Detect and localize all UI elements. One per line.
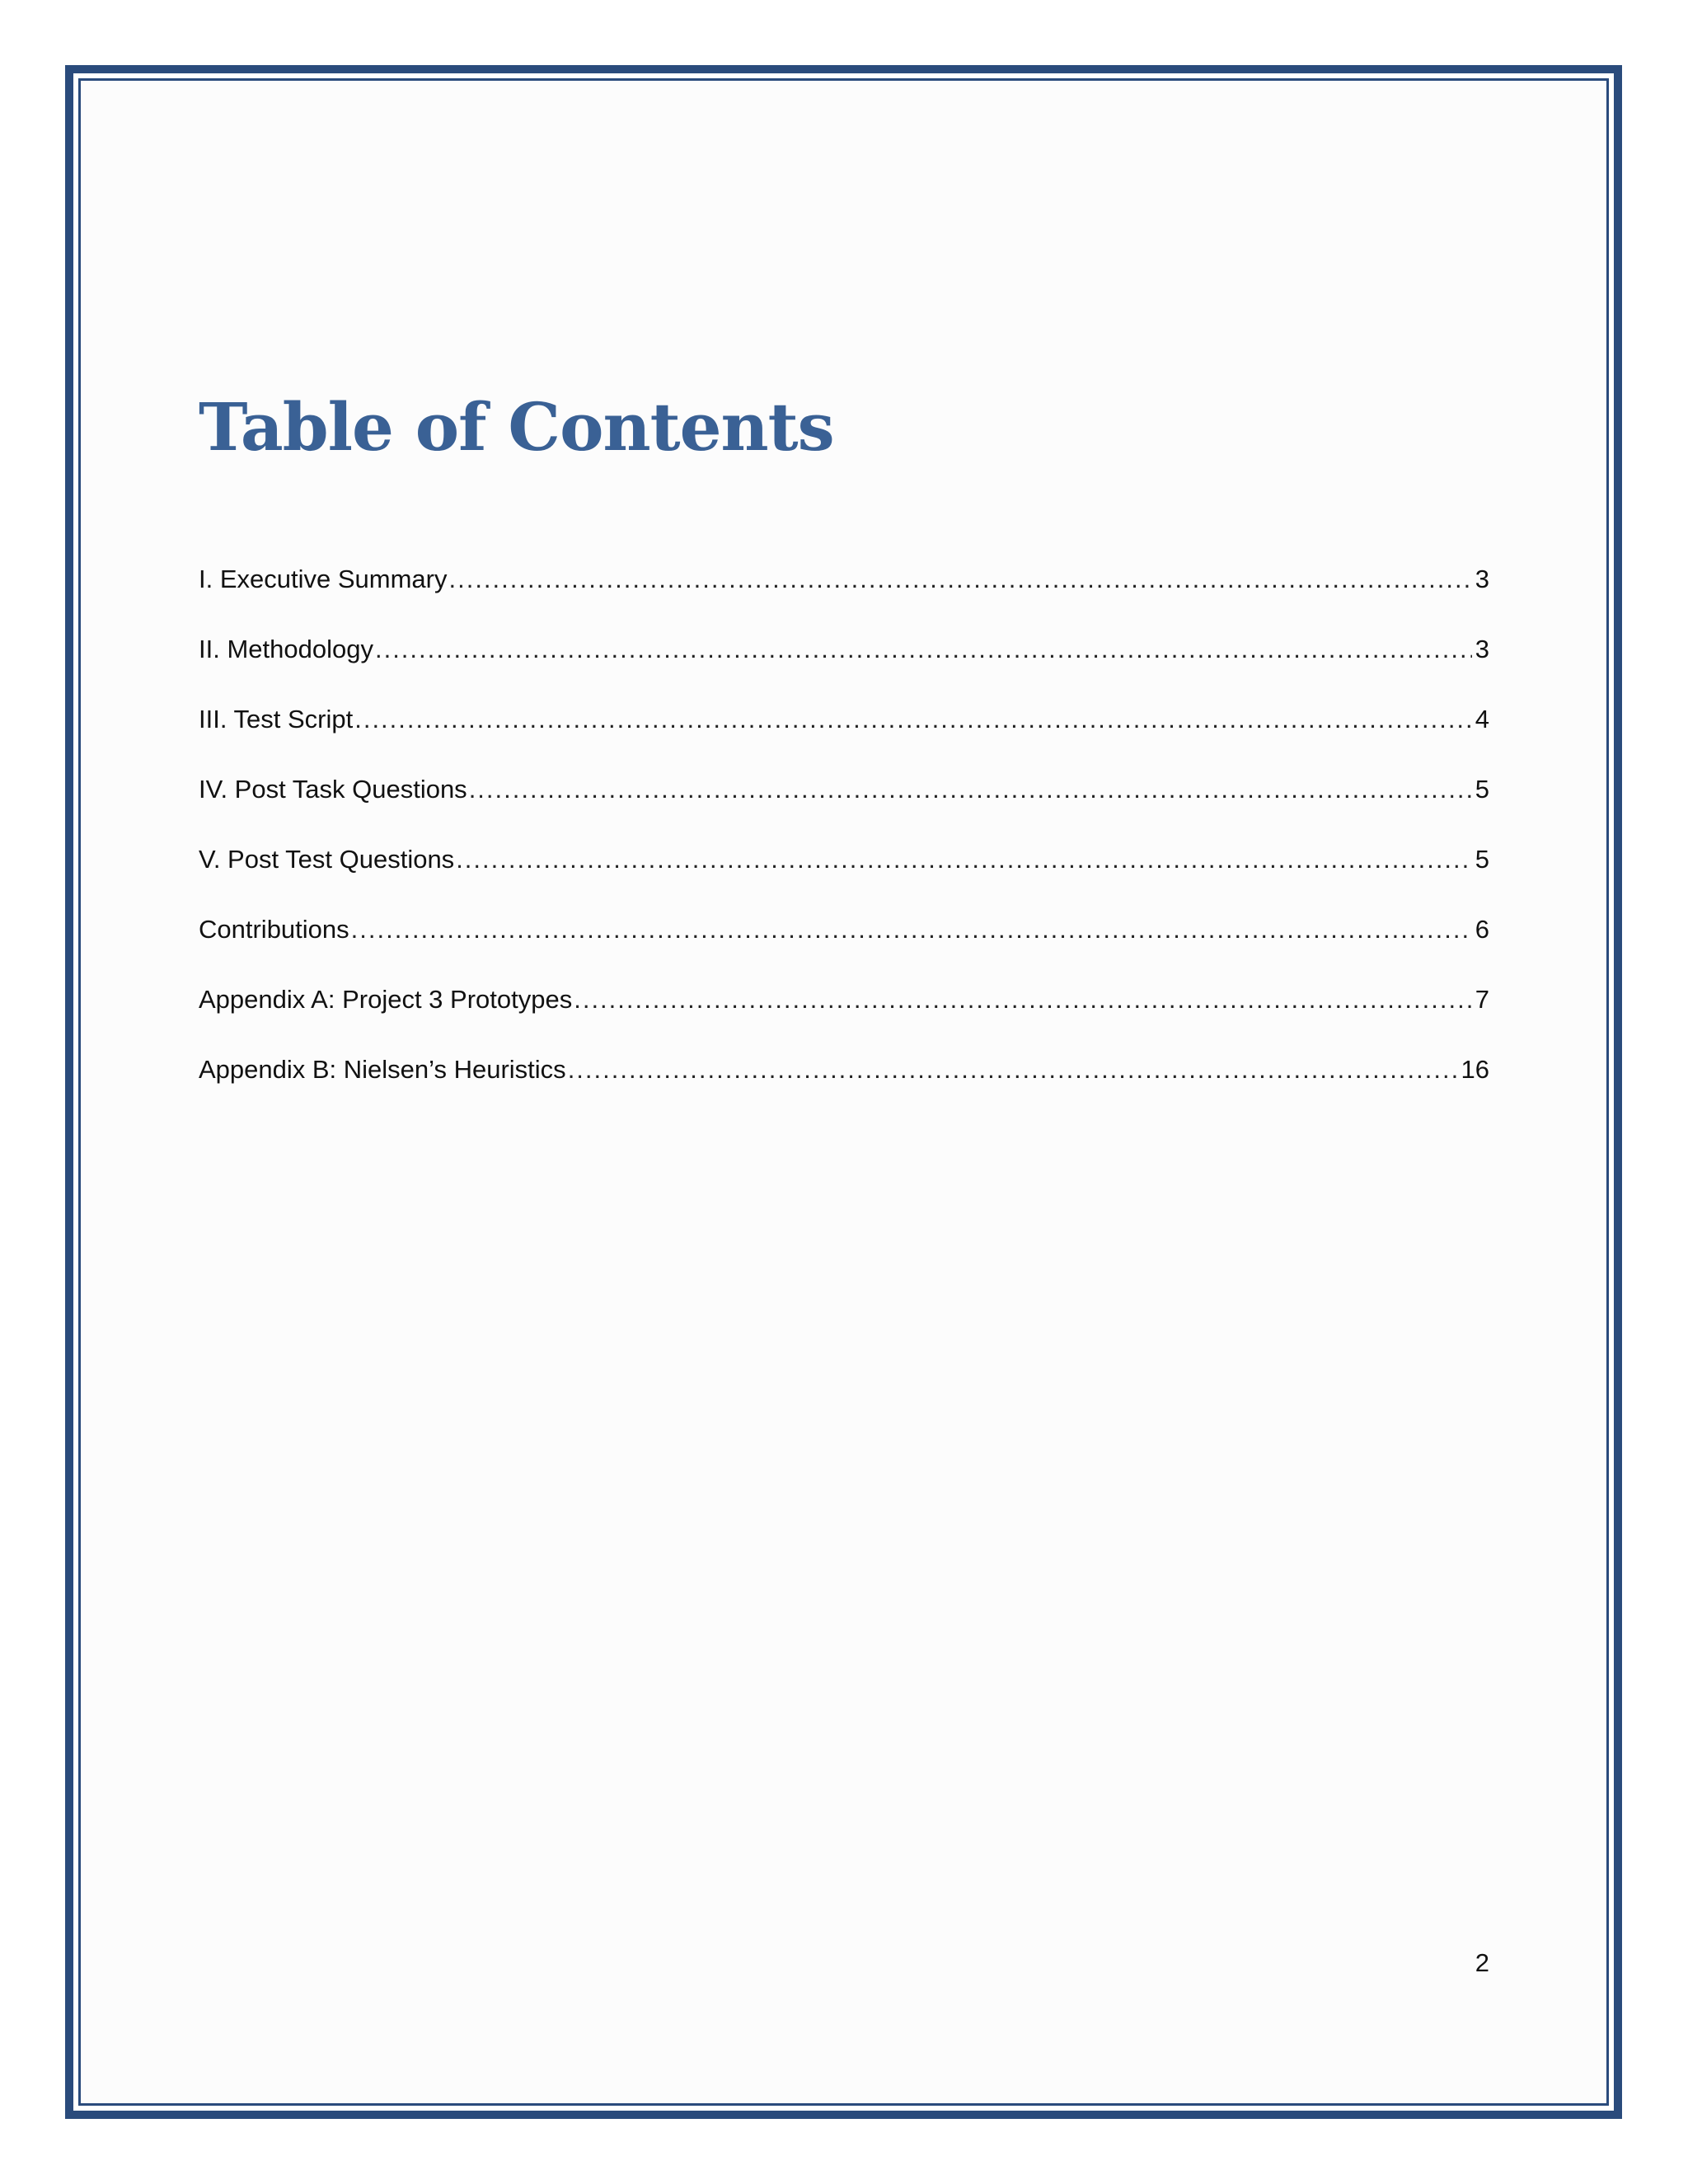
- toc-entry-appendix-a[interactable]: [199, 985, 1489, 1055]
- toc-entry-label[interactable]: IV. Post Task Questions: [199, 775, 467, 804]
- toc-dot-leader: [375, 635, 1472, 664]
- toc-entry-label[interactable]: Appendix B: Nielsen’s Heuristics: [199, 1055, 566, 1084]
- toc-entry-post-test-questions[interactable]: [199, 845, 1489, 915]
- toc-entry-label[interactable]: III. Test Script: [199, 705, 354, 733]
- toc-entry-page[interactable]: 3: [1475, 565, 1489, 593]
- toc-entry-label[interactable]: V. Post Test Questions: [199, 845, 455, 874]
- toc-dot-leader: [354, 705, 1472, 734]
- toc-entry-test-script[interactable]: [199, 705, 1489, 775]
- toc-entry-page[interactable]: 7: [1475, 985, 1489, 1014]
- toc-title: Table of Contents: [199, 388, 834, 466]
- toc-entry-page[interactable]: 5: [1475, 845, 1489, 874]
- page-number: 2: [1475, 1948, 1489, 1977]
- toc-entry-contributions[interactable]: [199, 915, 1489, 985]
- toc-entry-label[interactable]: I. Executive Summary: [199, 565, 448, 593]
- toc-entry-page[interactable]: 16: [1461, 1055, 1489, 1084]
- toc-entry-executive-summary[interactable]: [199, 565, 1489, 635]
- toc-dot-leader: [456, 845, 1472, 874]
- toc-dot-leader: [448, 565, 1471, 594]
- toc-entry-label[interactable]: Contributions: [199, 915, 349, 944]
- toc-dot-leader: [574, 985, 1472, 1015]
- toc-entry-label[interactable]: II. Methodology: [199, 635, 373, 663]
- toc-entry-label[interactable]: Appendix A: Project 3 Prototypes: [199, 985, 573, 1014]
- toc-dot-leader: [568, 1055, 1458, 1085]
- toc-entry-methodology[interactable]: [199, 635, 1489, 705]
- toc-entry-post-task-questions[interactable]: [199, 775, 1489, 845]
- toc-entry-page[interactable]: 4: [1475, 705, 1489, 733]
- toc-dot-leader: [351, 915, 1472, 944]
- toc-list: [199, 565, 1489, 1125]
- toc-entry-page[interactable]: 6: [1475, 915, 1489, 944]
- toc-dot-leader: [469, 775, 1472, 804]
- toc-entry-appendix-b[interactable]: [199, 1055, 1489, 1125]
- toc-entry-page[interactable]: 5: [1475, 775, 1489, 804]
- toc-entry-page[interactable]: 3: [1475, 635, 1489, 663]
